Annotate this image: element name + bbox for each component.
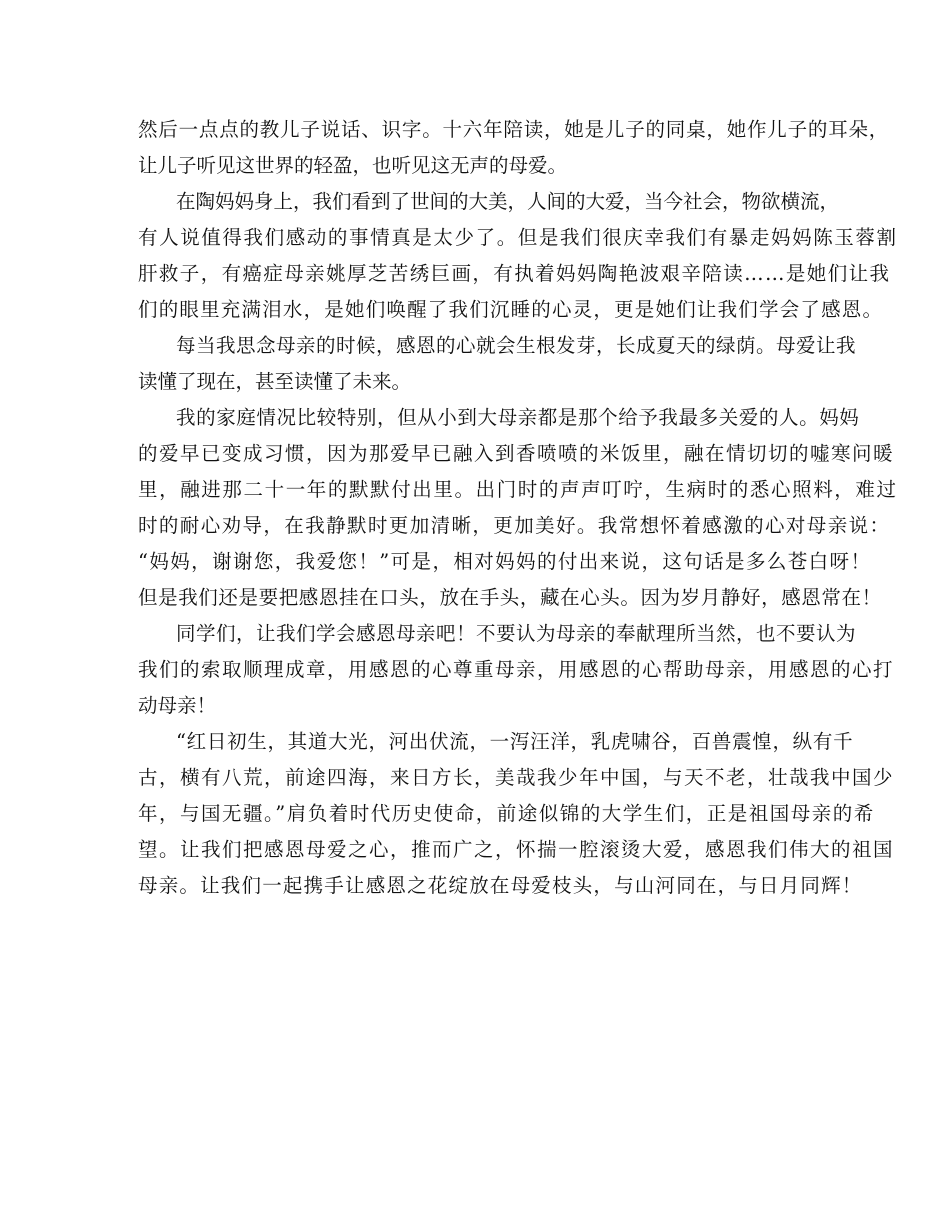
text-line: 的爱早已变成习惯，因为那爱早已融入到香喷喷的米饭里，融在情切切的嘘寒问暖 bbox=[138, 442, 895, 465]
text-line: 动母亲！ bbox=[138, 694, 217, 717]
text-line: 我们的索取顺理成章，用感恩的心尊重母亲，用感恩的心帮助母亲，用感恩的心打 bbox=[138, 658, 895, 681]
text-line: 让儿子听见这世界的轻盈，也听见这无声的母爱。 bbox=[138, 154, 568, 177]
text-line: 然后一点点的教儿子说话、识字。十六年陪读，她是儿子的同桌，她作儿子的耳朵， bbox=[138, 118, 890, 141]
text-line: “红日初生，其道大光，河出伏流，一泻汪洋，乳虎啸谷，百兽震惶，纵有千 bbox=[176, 730, 854, 753]
text-line: “妈妈，谢谢您，我爱您！”可是，相对妈妈的付出来说，这句话是多么苍白呀！ bbox=[138, 550, 872, 573]
text-line: 年，与国无疆。”肩负着时代历史使命，前途似锦的大学生们，正是祖国母亲的希 bbox=[138, 802, 875, 825]
text-line: 同学们，让我们学会感恩母亲吧！不要认为母亲的奉献理所当然，也不要认为 bbox=[176, 622, 857, 645]
text-line: 但是我们还是要把感恩挂在口头，放在手头，藏在心头。因为岁月静好，感恩常在！ bbox=[138, 586, 882, 609]
text-line: 在陶妈妈身上，我们看到了世间的大美，人间的大爱，当今社会，物欲横流， bbox=[176, 190, 840, 213]
text-line: 有人说值得我们感动的事情真是太少了。但是我们很庆幸我们有暴走妈妈陈玉蓉割 bbox=[138, 226, 898, 249]
text-line: 每当我思念母亲的时候，感恩的心就会生根发芽，长成夏天的绿荫。母爱让我 bbox=[176, 334, 857, 357]
text-line: 里，融进那二十一年的默默付出里。出门时的声声叮咛，生病时的悉心照料，难过 bbox=[138, 478, 898, 501]
text-line: 我的家庭情况比较特别，但从小到大母亲都是那个给予我最多关爱的人。妈妈 bbox=[176, 406, 860, 429]
text-line: 母亲。让我们一起携手让感恩之花绽放在母爱枝头，与山河同在，与日月同辉！ bbox=[138, 874, 863, 897]
text-line: 肝救子，有癌症母亲姚厚芝苦绣巨画，有执着妈妈陶艳波艰辛陪读……是她们让我 bbox=[138, 262, 891, 285]
text-line: 古，横有八荒，前途四海，来日方长，美哉我少年中国，与天不老，壮哉我中国少 bbox=[138, 766, 895, 789]
text-line: 读懂了现在，甚至读懂了未来。 bbox=[138, 370, 412, 393]
text-line: 望。让我们把感恩母爱之心，推而广之，怀揣一腔滚烫大爱，感恩我们伟大的祖国 bbox=[138, 838, 895, 861]
text-line: 们的眼里充满泪水，是她们唤醒了我们沉睡的心灵，更是她们让我们学会了感恩。 bbox=[138, 298, 884, 321]
text-line: 时的耐心劝导，在我静默时更加清晰，更加美好。我常想怀着感激的心对母亲说： bbox=[138, 514, 891, 537]
